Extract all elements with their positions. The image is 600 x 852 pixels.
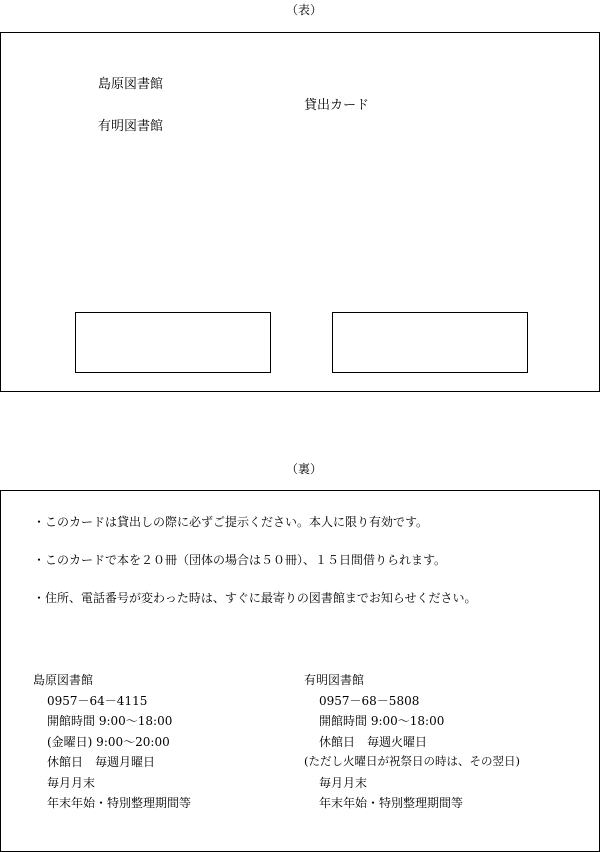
- note-3: ・住所、電話番号が変わった時は、すぐに最寄りの図書館までお知らせください。: [33, 591, 477, 605]
- card-front: [0, 32, 600, 392]
- ariake-phone: 0957－68－5808: [319, 694, 420, 708]
- stamp-box-left: [75, 312, 271, 373]
- ariake-closed: 休館日 毎週火曜日: [319, 735, 428, 749]
- note-2: ・このカードで本を２０冊（団体の場合は５０冊）、１５日間借りられます。: [33, 553, 447, 567]
- shimabara-name: 島原図書館: [33, 673, 94, 687]
- card-title: 貸出カード: [304, 98, 370, 113]
- shimabara-closed-monthly: 毎月月末: [47, 776, 96, 790]
- stamp-box-right: [332, 312, 528, 373]
- ariake-hours: 開館時間 9:00～18:00: [319, 714, 445, 728]
- back-caption: （裏）: [286, 462, 323, 476]
- note-1: ・このカードは貸出しの際に必ずご提示ください。本人に限り有効です。: [33, 515, 429, 529]
- ariake-closed-note: (ただし火曜日が祝祭日の時は、その翌日): [304, 754, 520, 768]
- ariake-closed-other: 年末年始・特別整理期間等: [319, 796, 464, 810]
- card-back: [0, 490, 600, 852]
- ariake-closed-monthly: 毎月月末: [319, 776, 368, 790]
- front-caption: （表）: [286, 3, 323, 17]
- ariake-name: 有明図書館: [304, 673, 365, 687]
- shimabara-friday-hours: (金曜日) 9:00～20:00: [47, 735, 170, 749]
- shimabara-closed: 休館日 毎週月曜日: [47, 755, 156, 769]
- shimabara-phone: 0957－64－4115: [47, 694, 148, 708]
- shimabara-closed-other: 年末年始・特別整理期間等: [47, 796, 192, 810]
- front-library-ariake: 有明図書館: [98, 119, 164, 134]
- front-library-shimabara: 島原図書館: [98, 77, 164, 92]
- shimabara-hours: 開館時間 9:00～18:00: [47, 714, 173, 728]
